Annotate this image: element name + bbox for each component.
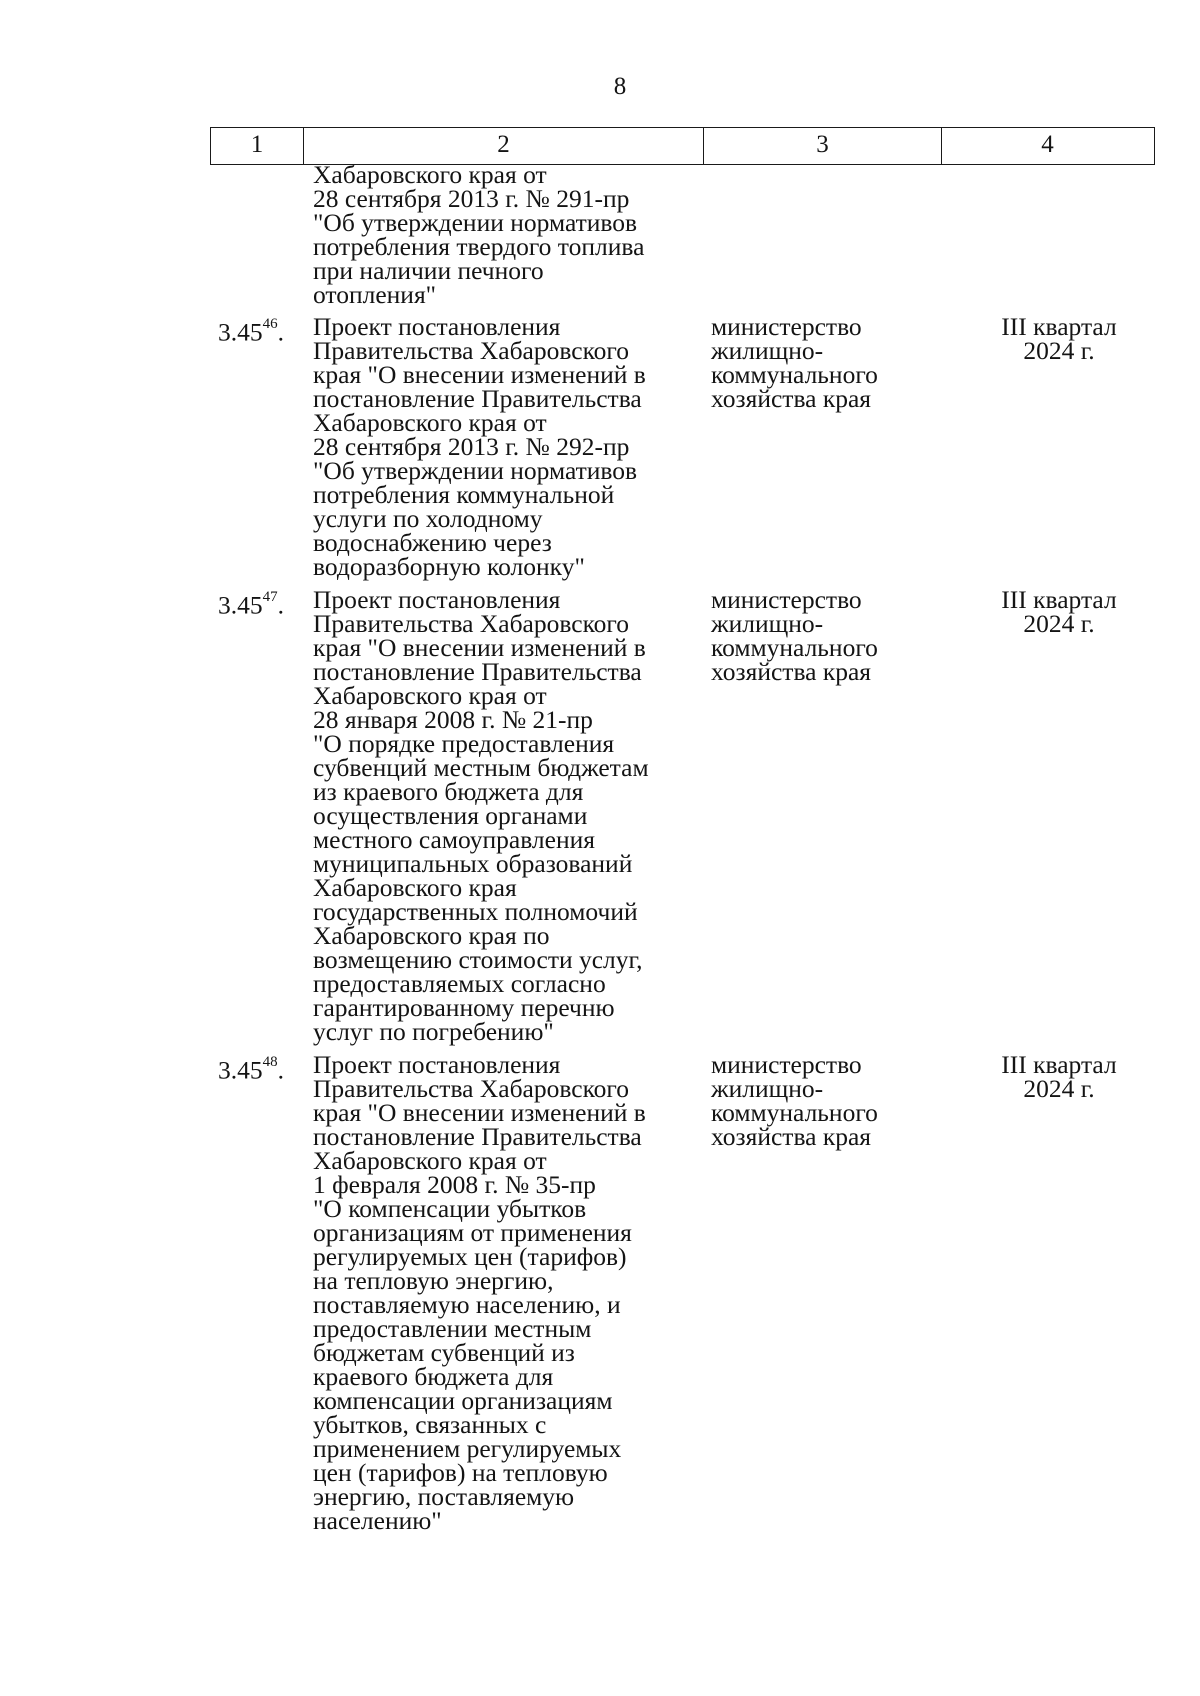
item-number-base: 3.45 [218, 590, 263, 620]
table-row [0, 1050, 1200, 1535]
item-description: Проект постановления Правительства Хабаровского края "О внесении изменений в постановление Правительства Хабаровского края от 28 января 2008 г. № 21-пр "О порядке предоставления субвенций местным бюджетам из краевого бюджета для осуществления органами местного самоуправления муниципальных образований Хабаровского края государственных полномочий Хабаровского края по возмещению стоимости услуг, предоставляемых согласно гарантированному перечню услуг по погребению" [313, 585, 649, 1046]
page-number: 8 [613, 73, 627, 100]
item-deadline: III квартал 2024 г. [1001, 312, 1117, 365]
item-deadline: III квартал 2024 г. [1001, 1050, 1117, 1103]
table-body [0, 160, 1200, 1542]
column-header-4: 4 [1041, 131, 1054, 158]
item-number-superscript: 48 [262, 1054, 278, 1070]
item-number [0, 588, 313, 1044]
item-number-superscript: 46 [262, 316, 278, 332]
item-number-superscript: 47 [262, 589, 278, 605]
item-number [0, 1053, 313, 1533]
item-number-suffix: . [277, 317, 284, 347]
item-description: Проект постановления Правительства Хабаровского края "О внесении изменений в постановление Правительства Хабаровского края от 28 сентября 2013 г. № 292-пр "Об утверждении нормативов потребления коммунальной услуги по холодному водоснабжению через водоразборную колонку" [313, 312, 646, 581]
table-row-continuation [0, 160, 1200, 309]
item-responsible: министерство жилищно- коммунального хозяйства края [711, 1050, 878, 1151]
item-number-suffix: . [277, 590, 284, 620]
item-description: Проект постановления Правительства Хабаровского края "О внесении изменений в постановление Правительства Хабаровского края от 1 февраля 2008 г. № 35-пр "О компенсации убытков организациям от применения регулируемых цен (тарифов) на тепловую энергию, поставляемую населению, и предоставлении местным бюджетам субвенций из краевого бюджета для компенсации организациям убытков, связанных с применением регулируемых цен (тарифов) на тепловую энергию, поставляемую населению" [313, 1050, 646, 1535]
table-row [0, 312, 1200, 581]
item-number-base: 3.45 [218, 317, 263, 347]
column-header-1: 1 [211, 128, 304, 164]
item-number [0, 315, 313, 579]
item-number-base: 3.45 [218, 1055, 263, 1085]
column-header-2: 2 [304, 128, 704, 164]
column-header-3: 3 [704, 128, 942, 164]
item-number-suffix: . [277, 1055, 284, 1085]
continuation-text: Хабаровского края от 28 сентября 2013 г. № 291-пр "Об утверждении нормативов потребления твердого топлива при наличии печного отопления" [313, 160, 645, 309]
table-row [0, 585, 1200, 1046]
item-deadline: III квартал 2024 г. [1001, 585, 1117, 638]
item-responsible: министерство жилищно- коммунального хозяйства края [711, 585, 878, 686]
item-responsible: министерство жилищно- коммунального хозяйства края [711, 312, 878, 413]
